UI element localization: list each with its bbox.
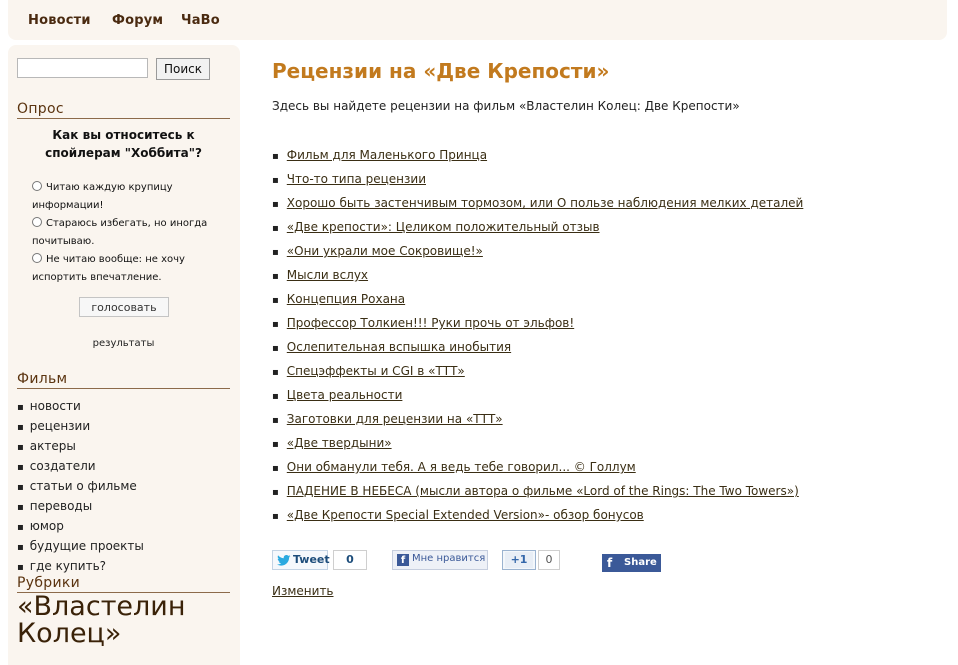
google-plus-one-icon: +1 [505, 552, 533, 568]
list-item [272, 194, 803, 218]
review-link[interactable]: Фильм для Маленького Принца [286, 148, 488, 162]
list-item [272, 170, 803, 194]
reviews-list [272, 146, 803, 530]
review-link[interactable]: «Две крепости»: Целиком положительный отзыв [286, 220, 600, 234]
like-label: Мне нравится [412, 553, 486, 564]
edit-link[interactable]: Изменить [272, 584, 334, 598]
film-creators-link[interactable]: создатели [29, 459, 96, 473]
nav-news-link[interactable]: Новости [28, 13, 91, 28]
review-link[interactable]: «Они украли мое Сокровище!» [286, 244, 483, 258]
film-menu-item [17, 477, 144, 497]
review-link[interactable]: Мысли вслух [286, 268, 369, 282]
film-humor-link[interactable]: юмор [29, 519, 64, 533]
film-menu-item [17, 417, 144, 437]
review-link[interactable]: Цвета реальности [286, 388, 403, 402]
radio-button[interactable] [32, 217, 42, 227]
twitter-bird-icon [277, 555, 291, 566]
tweet-label: Tweet [293, 553, 330, 566]
list-item [272, 290, 803, 314]
review-link[interactable]: Что-то типа рецензии [286, 172, 426, 186]
list-item [272, 314, 803, 338]
review-link[interactable]: Заготовки для рецензии на «ТТТ» [286, 412, 503, 426]
intro-text: Здесь вы найдете рецензии на фильм «Властелин Колец: Две Крепости» [272, 99, 740, 113]
list-item [272, 410, 803, 434]
list-item [272, 146, 803, 170]
film-actors-link[interactable]: актеры [29, 439, 76, 453]
film-reviews-link[interactable]: рецензии [29, 419, 91, 433]
review-link[interactable]: Спецэффекты и CGI в «ТТТ» [286, 364, 465, 378]
list-item [272, 482, 803, 506]
film-translations-link[interactable]: переводы [29, 499, 93, 513]
list-item [272, 386, 803, 410]
poll-option-label: Стараюсь избегать, но иногда почитываю. [32, 218, 208, 247]
review-link[interactable]: ПАДЕНИЕ В НЕБЕСА (мысли автора о фильме «Lord of the Rings: The Two Towers») [286, 484, 799, 498]
film-where-to-buy-link[interactable]: где купить? [29, 559, 107, 573]
review-link[interactable]: Ослепительная вспышка инобытия [286, 340, 512, 354]
page-title: Рецензии на «Две Крепости» [272, 59, 610, 83]
facebook-share-button[interactable] [602, 554, 661, 572]
film-menu-item [17, 537, 144, 557]
review-link[interactable]: Концепция Рохана [286, 292, 406, 306]
film-heading: Фильм [17, 371, 230, 389]
list-item [272, 218, 803, 242]
nav-faq-link[interactable]: ЧаВо [181, 13, 220, 28]
rubrics-heading: Рубрики [17, 575, 230, 593]
radio-button[interactable] [32, 181, 42, 191]
poll-question: Как вы относитесь к спойлерам "Хоббита"? [45, 128, 202, 160]
poll-heading: Опрос [17, 101, 230, 119]
poll-option-2[interactable] [32, 215, 232, 251]
plusone-count: 0 [538, 550, 560, 570]
film-menu [17, 397, 144, 577]
poll-option-1[interactable] [32, 179, 232, 215]
search-input[interactable] [17, 58, 148, 78]
list-item [272, 338, 803, 362]
film-menu-item [17, 437, 144, 457]
google-plus-one-button[interactable] [502, 550, 536, 570]
film-menu-item [17, 457, 144, 477]
review-link[interactable]: «Две твердыни» [286, 436, 392, 450]
film-menu-item [17, 397, 144, 417]
film-menu-item [17, 497, 144, 517]
facebook-like-button[interactable] [392, 550, 488, 570]
nav-forum-link[interactable]: Форум [112, 13, 164, 28]
list-item [272, 362, 803, 386]
top-navigation [8, 0, 947, 40]
list-item [272, 242, 803, 266]
film-news-link[interactable]: новости [29, 399, 81, 413]
film-menu-item [17, 557, 144, 577]
facebook-f-icon: f [607, 556, 613, 570]
review-link[interactable]: Хорошо быть застенчивым тормозом, или О пользе наблюдения мелких деталей [286, 196, 804, 210]
facebook-f-icon: f [397, 554, 409, 566]
search-button[interactable]: Поиск [156, 58, 210, 80]
poll-results-link[interactable]: результаты [92, 338, 155, 349]
poll-option-label: Читаю каждую крупицу информации! [32, 182, 173, 211]
radio-button[interactable] [32, 253, 42, 263]
share-label: Share [624, 557, 657, 568]
tweet-button[interactable] [272, 550, 328, 570]
tweet-count: 0 [333, 550, 367, 570]
list-item [272, 434, 803, 458]
list-item [272, 458, 803, 482]
film-future-projects-link[interactable]: будущие проекты [29, 539, 144, 553]
review-link[interactable]: Профессор Толкиен!!! Руки прочь от эльфов! [286, 316, 575, 330]
review-link[interactable]: «Две Крепости Special Extended Version»- обзор бонусов [286, 508, 644, 522]
poll-option-label: Не читаю вообще: не хочу испортить впечатление. [32, 254, 185, 283]
list-item [272, 506, 803, 530]
film-menu-item [17, 517, 144, 537]
film-articles-link[interactable]: статьи о фильме [29, 479, 137, 493]
poll-option-3[interactable] [32, 251, 232, 287]
tag-cloud-link[interactable]: «Властелин Колец» [17, 591, 186, 649]
list-item [272, 266, 803, 290]
vote-button[interactable]: голосовать [79, 297, 169, 317]
review-link[interactable]: Они обманули тебя. А я ведь тебе говорил... © Голлум [286, 460, 636, 474]
